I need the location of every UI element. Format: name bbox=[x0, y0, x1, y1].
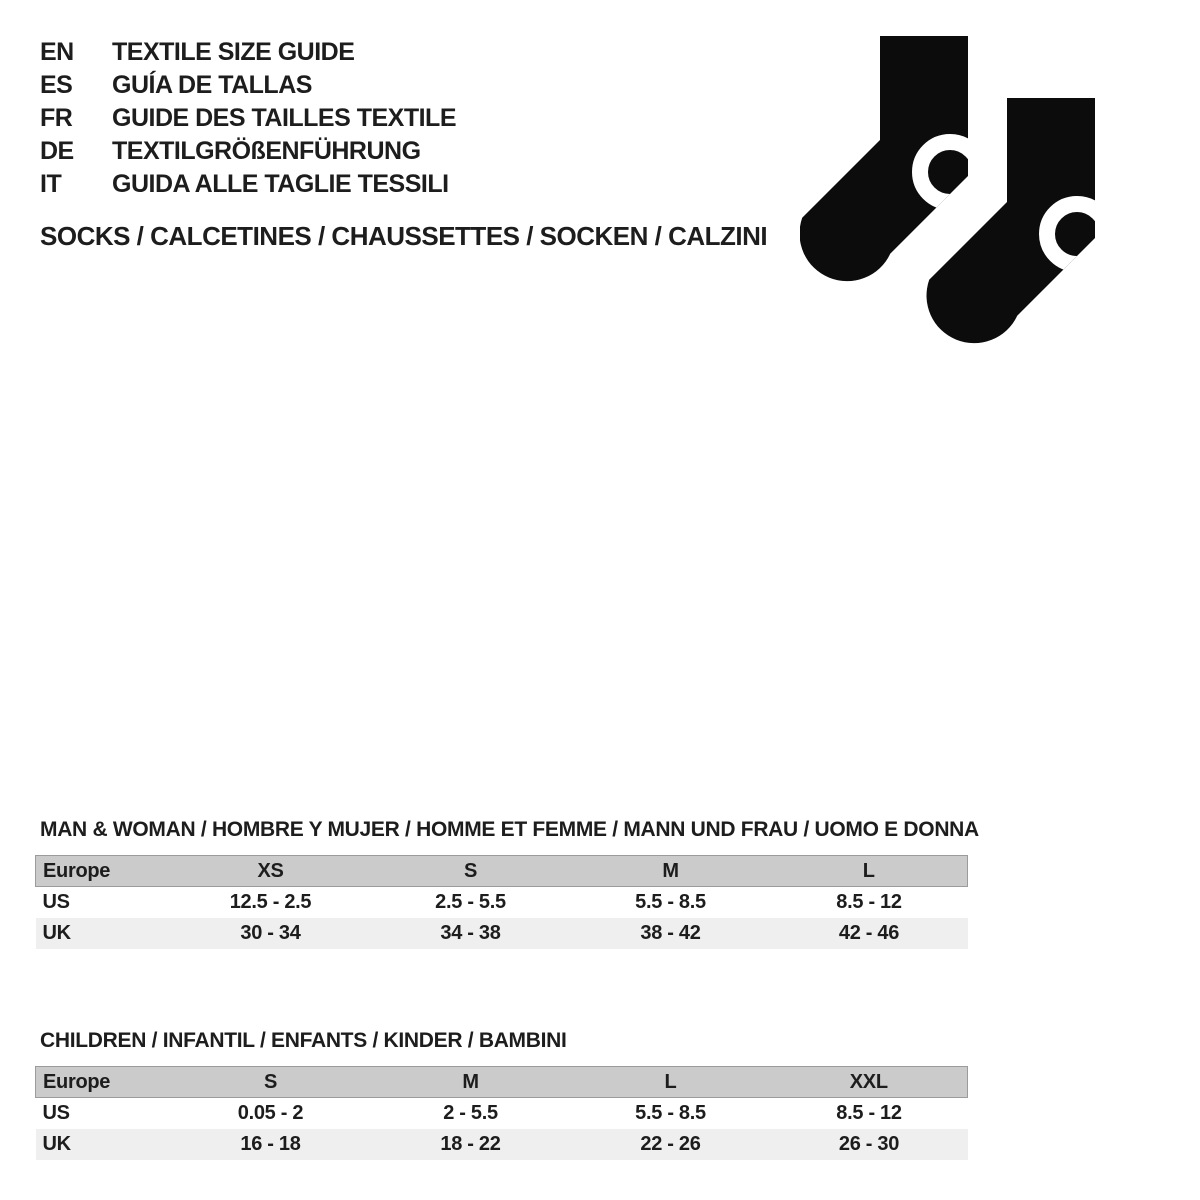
lang-title: GUÍA DE TALLAS bbox=[112, 71, 312, 99]
lang-title: TEXTILGRÖßENFÜHRUNG bbox=[112, 137, 421, 165]
col-header-europe: Europe bbox=[36, 1067, 171, 1098]
size-value: 42 - 46 bbox=[838, 921, 900, 944]
children-size-table bbox=[35, 1066, 968, 1160]
size-value: 0.05 - 2 bbox=[237, 1101, 304, 1124]
row-label: UK bbox=[42, 921, 71, 944]
col-header-size: M bbox=[371, 1067, 571, 1098]
lang-code: EN bbox=[40, 38, 74, 66]
table-row-uk bbox=[36, 1129, 968, 1160]
col-header-size: S bbox=[171, 1067, 371, 1098]
lang-code: DE bbox=[40, 137, 74, 165]
lang-row-en bbox=[40, 36, 456, 69]
lang-row-es bbox=[40, 69, 456, 102]
col-header-size: S bbox=[371, 856, 571, 887]
col-header-size: L bbox=[771, 856, 968, 887]
size-value: 22 - 26 bbox=[640, 1132, 701, 1155]
lang-code: ES bbox=[40, 71, 73, 99]
size-value: 34 - 38 bbox=[440, 921, 501, 944]
size-value: 38 - 42 bbox=[640, 921, 701, 944]
size-value: 18 - 22 bbox=[440, 1132, 501, 1155]
col-header-size: M bbox=[571, 856, 771, 887]
table-row-uk bbox=[36, 918, 968, 949]
socks-icon bbox=[800, 28, 1120, 358]
lang-code: IT bbox=[40, 170, 62, 198]
lang-title: TEXTILE SIZE GUIDE bbox=[112, 38, 355, 66]
language-title-list bbox=[40, 36, 456, 201]
col-header-europe: Europe bbox=[36, 856, 171, 887]
lang-title: GUIDA ALLE TAGLIE TESSILI bbox=[112, 170, 449, 198]
lang-code: FR bbox=[40, 104, 73, 132]
size-value: 5.5 - 8.5 bbox=[635, 1101, 706, 1124]
size-value: 2.5 - 5.5 bbox=[435, 890, 506, 913]
adults-table-title: MAN & WOMAN / HOMBRE Y MUJER / HOMME ET FEMME / MANN UND FRAU / UOMO E DONNA bbox=[40, 818, 979, 841]
row-label: US bbox=[42, 890, 70, 913]
row-label: US bbox=[42, 1101, 70, 1124]
lang-row-de bbox=[40, 135, 456, 168]
children-header-row bbox=[36, 1067, 968, 1098]
size-value: 8.5 - 12 bbox=[836, 1101, 902, 1124]
size-value: 26 - 30 bbox=[838, 1132, 900, 1155]
size-value: 8.5 - 12 bbox=[836, 890, 902, 913]
lang-title: GUIDE DES TAILLES TEXTILE bbox=[112, 104, 457, 132]
lang-row-fr bbox=[40, 102, 456, 135]
size-value: 30 - 34 bbox=[240, 921, 301, 944]
size-value: 12.5 - 2.5 bbox=[229, 890, 312, 913]
col-header-size: XXL bbox=[771, 1067, 968, 1098]
category-line: SOCKS / CALCETINES / CHAUSSETTES / SOCKEN / CALZINI bbox=[40, 221, 768, 251]
size-value: 2 - 5.5 bbox=[443, 1101, 498, 1124]
row-label: UK bbox=[42, 1132, 71, 1155]
size-value: 5.5 - 8.5 bbox=[635, 890, 706, 913]
children-table-title: CHILDREN / INFANTIL / ENFANTS / KINDER / BAMBINI bbox=[40, 1029, 567, 1052]
lang-row-it bbox=[40, 168, 456, 201]
adults-size-table bbox=[35, 855, 968, 949]
table-row-us bbox=[36, 1098, 968, 1129]
col-header-size: L bbox=[571, 1067, 771, 1098]
col-header-size: XS bbox=[171, 856, 371, 887]
adults-header-row bbox=[36, 856, 968, 887]
size-value: 16 - 18 bbox=[240, 1132, 301, 1155]
table-row-us bbox=[36, 887, 968, 918]
